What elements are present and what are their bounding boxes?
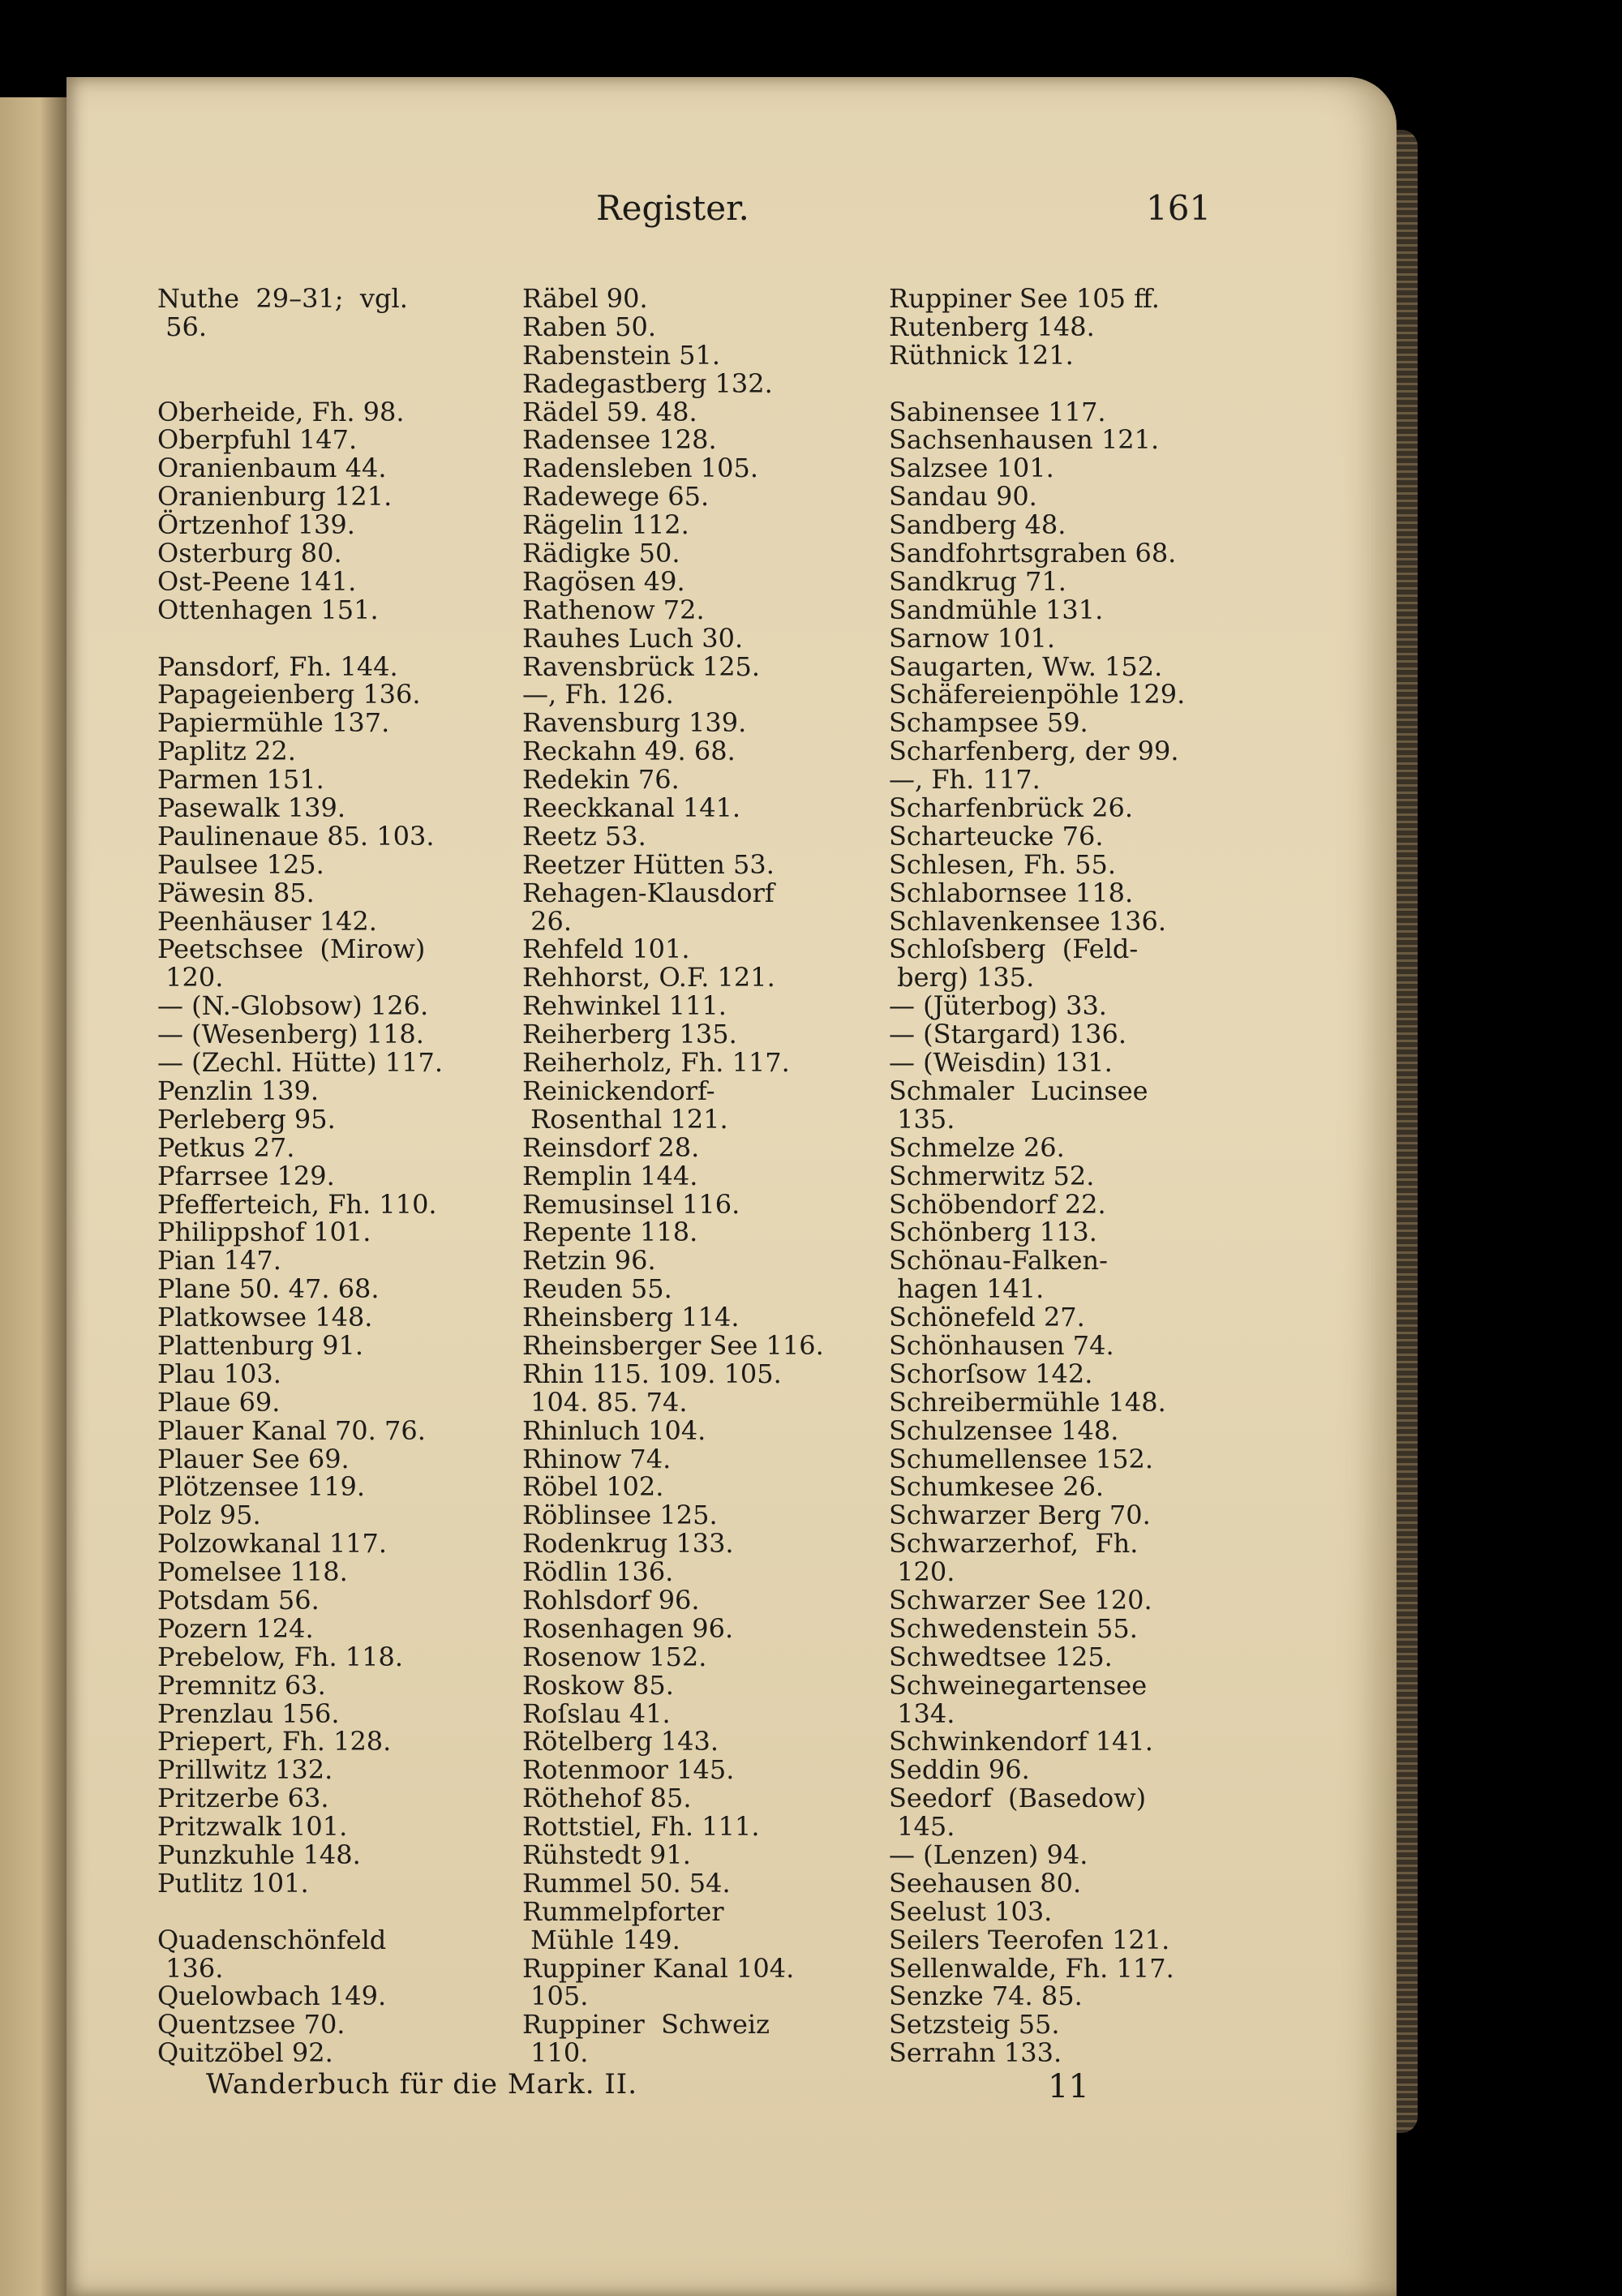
index-entry: Remusinsel 116. [522, 1188, 740, 1220]
index-entry: Parmen 151. [157, 764, 324, 796]
index-entry: Röbel 102. [522, 1471, 664, 1503]
index-entry: Pfarrsee 129. [157, 1160, 335, 1191]
index-entry: 120. [157, 962, 224, 994]
index-entry: Rühstedt 91. [522, 1839, 691, 1870]
running-header [0, 188, 1622, 237]
index-entry: Pozern 124. [157, 1612, 314, 1644]
index-entry: Rummelpforter [522, 1895, 724, 1927]
index-entry: Schmelze 26. [889, 1131, 1065, 1163]
index-entry: Plauer Kanal 70. 76. [157, 1414, 426, 1446]
index-entry: Räbel 90. [522, 283, 648, 314]
index-entry: Paplitz 22. [157, 736, 296, 767]
index-entry: Reetzer Hütten 53. [522, 848, 775, 880]
index-entry: Ost-Peene 141. [157, 565, 357, 597]
index-entry: Premnitz 63. [157, 1669, 326, 1701]
index-entry: Reckahn 49. 68. [522, 736, 736, 767]
index-entry: Pritzwalk 101. [157, 1811, 348, 1843]
index-entry: Plauer See 69. [157, 1443, 350, 1474]
index-entry: Sandmühle 131. [889, 594, 1104, 625]
index-entry: Röblinsee 125. [522, 1500, 718, 1531]
index-entry: Reiherholz, Fh. 117. [522, 1047, 790, 1079]
index-entry: 120. [889, 1556, 955, 1588]
index-entry: — (Zechl. Hütte) 117. [157, 1047, 444, 1079]
left-page-edge [0, 97, 67, 2296]
index-entry: Reeckkanal 141. [522, 792, 741, 824]
index-entry: Papiermühle 137. [157, 707, 390, 739]
index-entry: Pian 147. [157, 1245, 281, 1277]
index-entry: Mühle 149. [522, 1924, 680, 1955]
index-entry: Pritzerbe 63. [157, 1783, 329, 1814]
index-entry: Priepert, Fh. 128. [157, 1726, 392, 1757]
index-entry: Schlabornsee 118. [889, 877, 1134, 908]
index-entry: Penzlin 139. [157, 1075, 319, 1106]
index-entry: Schönhausen 74. [889, 1329, 1114, 1361]
index-entry: Seedorf (Basedow) [889, 1783, 1147, 1814]
index-entry: Schloſsberg (Feld- [889, 933, 1139, 965]
index-entry: Paulinenaue 85. 103. [157, 820, 435, 852]
index-entry: Sandkrug 71. [889, 565, 1066, 597]
index-entry: Ravensbrück 125. [522, 650, 761, 682]
index-entry: Quadenschönfeld [157, 1924, 387, 1955]
index-entry: Pfefferteich, Fh. 110. [157, 1188, 437, 1220]
index-entry: Schöbendorf 22. [889, 1188, 1106, 1220]
index-entry: Senzke 74. 85. [889, 1981, 1083, 2012]
index-entry: Rehagen-Klausdorf [522, 877, 775, 908]
index-entry: Schönberg 113. [889, 1217, 1097, 1248]
index-entry: Roskow 85. [522, 1669, 674, 1701]
index-entry: —, Fh. 126. [522, 679, 674, 710]
footer-title: Wanderbuch für die Mark. II. [206, 2068, 638, 2101]
index-entry: Rüthnick 121. [889, 339, 1074, 371]
index-entry: Schwedtsee 125. [889, 1641, 1113, 1672]
index-entry: Schäfereienpöhle 129. [889, 679, 1186, 710]
index-entry: — (Jüterbog) 33. [889, 990, 1107, 1022]
index-column-3 [889, 285, 1229, 2067]
index-entry: 26. [522, 905, 573, 937]
index-entry: Röthehof 85. [522, 1783, 692, 1814]
index-entry: Saugarten, Ww. 152. [889, 650, 1163, 682]
index-entry: Salzsee 101. [889, 453, 1054, 484]
index-entry: Sachsenhausen 121. [889, 424, 1160, 456]
index-entry: Rathenow 72. [522, 594, 705, 625]
index-entry: Ruppiner Schweiz [522, 2009, 770, 2041]
index-entry: Rägelin 112. [522, 509, 689, 541]
index-entry: Pomelsee 118. [157, 1556, 348, 1588]
index-entry: Radensleben 105. [522, 453, 758, 484]
index-entry: Sandau 90. [889, 481, 1037, 513]
index-entry: 110. [522, 2037, 589, 2069]
index-entry: Putlitz 101. [157, 1867, 309, 1899]
blank-line [157, 341, 506, 370]
index-entry: Rutenberg 148. [889, 311, 1095, 342]
index-entry: Radewege 65. [522, 481, 710, 513]
index-entry: Seilers Teerofen 121. [889, 1924, 1170, 1955]
index-entry: Rheinsberger See 116. [522, 1329, 824, 1361]
index-entry: — (Wesenberg) 118. [157, 1019, 424, 1050]
index-entry: Oberheide, Fh. 98. [157, 396, 405, 427]
index-column-2 [522, 285, 871, 2067]
index-entry: Plane 50. 47. 68. [157, 1273, 380, 1305]
index-entry: Rehfeld 101. [522, 933, 690, 965]
index-entry: Rosenthal 121. [522, 1103, 728, 1135]
index-entry: Radensee 128. [522, 424, 717, 456]
index-entry: Repente 118. [522, 1217, 698, 1248]
index-entry: Schreibermühle 148. [889, 1386, 1166, 1418]
index-entry: Prillwitz 132. [157, 1754, 333, 1786]
index-entry: — (Lenzen) 94. [889, 1839, 1088, 1870]
index-entry: Rhinluch 104. [522, 1414, 706, 1446]
index-entry: Quelowbach 149. [157, 1981, 387, 2012]
index-entry: Retzin 96. [522, 1245, 656, 1277]
index-entry: Plattenburg 91. [157, 1329, 364, 1361]
index-entry: Quitzöbel 92. [157, 2037, 333, 2069]
index-entry: Rhinow 74. [522, 1443, 672, 1474]
index-entry: Ruppiner Kanal 104. [522, 1952, 795, 1984]
index-entry: Radegastberg 132. [522, 367, 773, 399]
index-entry: Schwinkendorf 141. [889, 1726, 1153, 1757]
index-column-1 [157, 285, 506, 2067]
index-entry: Rodenkrug 133. [522, 1528, 734, 1560]
index-entry: Schwarzer See 120. [889, 1584, 1152, 1616]
index-entry: Scharteucke 76. [889, 820, 1104, 852]
index-entry: Prenzlau 156. [157, 1697, 340, 1729]
index-entry: Schmerwitz 52. [889, 1160, 1095, 1191]
index-entry: Osterburg 80. [157, 538, 342, 569]
index-entry: Petkus 27. [157, 1131, 295, 1163]
index-entry: Reetz 53. [522, 820, 646, 852]
index-entry: Sandfohrtsgraben 68. [889, 538, 1177, 569]
index-entry: — (N.-Globsow) 126. [157, 990, 429, 1022]
blank-line [157, 370, 506, 398]
index-entry: Schumellensee 152. [889, 1443, 1154, 1474]
index-entry: Päwesin 85. [157, 877, 315, 908]
index-entry: 134. [889, 1697, 955, 1729]
index-entry: Schumkesee 26. [889, 1471, 1105, 1503]
index-entry: 105. [522, 1981, 589, 2012]
index-entry: Nuthe 29–31; vgl. [157, 283, 408, 314]
index-entry: Schönau-Falken- [889, 1245, 1108, 1277]
index-entry: Schulzensee 148. [889, 1414, 1119, 1446]
index-entry: — (Weisdin) 131. [889, 1047, 1113, 1079]
index-entry: Rehhorst, O.F. 121. [522, 962, 775, 994]
index-entry: Plau 103. [157, 1358, 281, 1389]
index-entry: Rheinsberg 114. [522, 1302, 740, 1333]
index-entry: Punzkuhle 148. [157, 1839, 361, 1870]
index-entry: Polz 95. [157, 1500, 261, 1531]
index-entry: Seddin 96. [889, 1754, 1030, 1786]
index-entry: Ragösen 49. [522, 565, 685, 597]
index-entry: Reuden 55. [522, 1273, 672, 1305]
index-entry: Paulsee 125. [157, 848, 324, 880]
index-entry: hagen 141. [889, 1273, 1045, 1305]
index-entry: Schmaler Lucinsee [889, 1075, 1148, 1106]
index-entry: Örtzenhof 139. [157, 509, 355, 541]
index-entry: Peetschsee (Mirow) [157, 933, 426, 965]
index-entry: Schwarzer Berg 70. [889, 1500, 1151, 1531]
index-entry: Rädel 59. 48. [522, 396, 697, 427]
page-number: 161 [1146, 188, 1212, 228]
index-entry: Oberpfuhl 147. [157, 424, 358, 456]
index-entry: 104. 85. 74. [522, 1386, 688, 1418]
index-entry: 56. [157, 311, 208, 342]
index-entry: Potsdam 56. [157, 1584, 320, 1616]
index-entry: Seehausen 80. [889, 1867, 1082, 1899]
index-entry: Sarnow 101. [889, 622, 1055, 654]
index-entry: Plötzensee 119. [157, 1471, 366, 1503]
index-entry: Ottenhagen 151. [157, 594, 379, 625]
header-title: Register. [596, 188, 749, 228]
index-entry: Scharfenbrück 26. [889, 792, 1133, 824]
index-entry: —, Fh. 117. [889, 764, 1041, 796]
index-entry: Schampsee 59. [889, 707, 1088, 739]
blank-line [889, 370, 1229, 398]
index-entry: Rauhes Luch 30. [522, 622, 744, 654]
page-footer [0, 2068, 1622, 2117]
page-stack-edge [1397, 130, 1418, 2133]
index-entry: Redekin 76. [522, 764, 680, 796]
index-entry: Reiherberg 135. [522, 1019, 737, 1050]
index-entry: Pansdorf, Fh. 144. [157, 650, 398, 682]
index-entry: Setzsteig 55. [889, 2009, 1060, 2041]
index-entry: 145. [889, 1811, 955, 1843]
index-entry: Raben 50. [522, 311, 656, 342]
index-entry: Rosenhagen 96. [522, 1612, 734, 1644]
index-entry: Rhin 115. 109. 105. [522, 1358, 782, 1389]
index-entry: Rehwinkel 111. [522, 990, 727, 1022]
index-entry: Schlavenkensee 136. [889, 905, 1167, 937]
index-entry: Scharfenberg, der 99. [889, 736, 1179, 767]
index-entry: Serrahn 133. [889, 2037, 1062, 2069]
index-entry: — (Stargard) 136. [889, 1019, 1127, 1050]
index-entry: 135. [889, 1103, 955, 1135]
index-entry: Schönefeld 27. [889, 1302, 1085, 1333]
index-entry: Schorſsow 142. [889, 1358, 1093, 1389]
index-entry: Rötelberg 143. [522, 1726, 719, 1757]
index-entry: Oranienburg 121. [157, 481, 393, 513]
index-entry: Rabenstein 51. [522, 339, 721, 371]
index-entry: Oranienbaum 44. [157, 453, 387, 484]
index-entry: Schwedenstein 55. [889, 1612, 1138, 1644]
index-entry: berg) 135. [889, 962, 1035, 994]
index-entry: Schlesen, Fh. 55. [889, 848, 1116, 880]
blank-line [157, 624, 506, 653]
index-entry: Rotenmoor 145. [522, 1754, 735, 1786]
index-entry: Schweinegartensee [889, 1669, 1148, 1701]
index-entry: Papageienberg 136. [157, 679, 421, 710]
index-entry: Ruppiner See 105 ff. [889, 283, 1160, 314]
index-entry: Rummel 50. 54. [522, 1867, 731, 1899]
index-entry: Reinickendorf- [522, 1075, 715, 1106]
index-entry: Rödlin 136. [522, 1556, 674, 1588]
blank-line [157, 1898, 506, 1926]
index-entry: Perleberg 95. [157, 1103, 336, 1135]
index-entry: 136. [157, 1952, 224, 1984]
index-entry: Seelust 103. [889, 1895, 1053, 1927]
index-entry: Roſslau 41. [522, 1697, 671, 1729]
index-entry: Ravensburg 139. [522, 707, 747, 739]
index-entry: Peenhäuser 142. [157, 905, 377, 937]
index-entry: Polzowkanal 117. [157, 1528, 388, 1560]
index-entry: Schwarzerhof, Fh. [889, 1528, 1139, 1560]
index-entry: Pasewalk 139. [157, 792, 346, 824]
index-entry: Philippshof 101. [157, 1217, 371, 1248]
index-entry: Rosenow 152. [522, 1641, 707, 1672]
index-entry: Rottstiel, Fh. 111. [522, 1811, 760, 1843]
index-entry: Quentzsee 70. [157, 2009, 345, 2041]
index-entry: Plaue 69. [157, 1386, 281, 1418]
index-entry: Remplin 144. [522, 1160, 698, 1191]
index-entry: Prebelow, Fh. 118. [157, 1641, 404, 1672]
index-entry: Platkowsee 148. [157, 1302, 373, 1333]
index-entry: Sellenwalde, Fh. 117. [889, 1952, 1174, 1984]
index-entry: Rädigke 50. [522, 538, 680, 569]
index-entry: Sandberg 48. [889, 509, 1066, 541]
index-entry: Rohlsdorf 96. [522, 1584, 700, 1616]
index-entry: Sabinensee 117. [889, 396, 1106, 427]
index-entry: Reinsdorf 28. [522, 1131, 700, 1163]
signature-mark: 11 [1048, 2068, 1089, 2105]
